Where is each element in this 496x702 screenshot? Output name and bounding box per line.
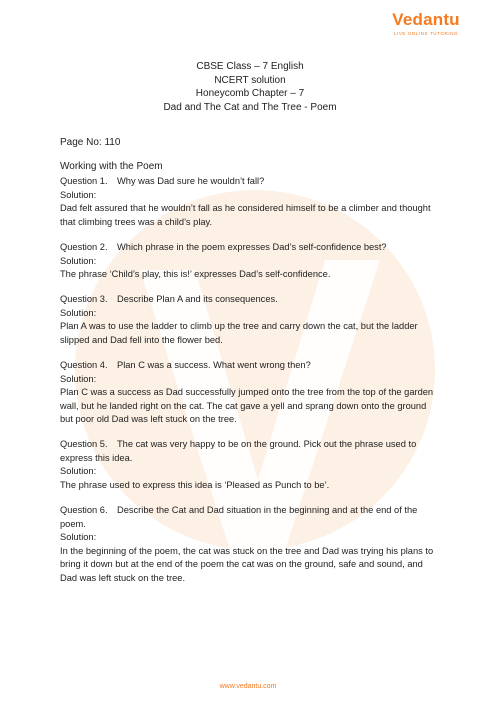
header-class: CBSE Class – 7 English xyxy=(196,61,304,72)
header-chapter: Honeycomb Chapter – 7 xyxy=(195,88,305,99)
solution-label: Solution: xyxy=(60,532,97,542)
qa-block xyxy=(60,359,440,427)
qa-block xyxy=(60,438,440,492)
question-text: Plan C was a success. What went wrong then? xyxy=(117,360,311,370)
question-line xyxy=(60,175,440,189)
document-header xyxy=(60,60,440,114)
answer-text: The phrase used to express this idea is ‘Pleased as Punch to be’. xyxy=(60,479,330,490)
page-number: Page No: 110 xyxy=(60,137,121,148)
question-number: Question 3. xyxy=(60,294,108,304)
qa-block xyxy=(60,293,440,347)
section-title: Working with the Poem xyxy=(60,161,163,172)
question-text: Describe Plan A and its consequences. xyxy=(117,294,278,304)
question-text: The cat was very happy to be on the ground. Pick out the phrase used to express this idea. xyxy=(60,439,417,463)
qa-block xyxy=(60,175,440,229)
question-number: Question 6. xyxy=(60,505,108,515)
question-line xyxy=(60,359,440,373)
logo-tagline: LIVE ONLINE TUTORING xyxy=(393,31,459,36)
logo-wordmark: Vedantu xyxy=(392,10,460,29)
question-line xyxy=(60,504,440,531)
question-number: Question 2. xyxy=(60,242,108,252)
answer-text: Dad felt assured that he wouldn’t fall as he considered himself to be a climber and thought that climbing trees was a child’s play. xyxy=(60,203,431,227)
question-number: Question 5. xyxy=(60,439,108,449)
question-text: Describe the Cat and Dad situation in the beginning and at the end of the poem. xyxy=(60,505,418,529)
vedantu-logo xyxy=(386,10,466,44)
question-line xyxy=(60,241,440,255)
solution-label: Solution: xyxy=(60,307,97,318)
answer-text: Plan A was to use the ladder to climb up the tree and carry down the cat, but the ladder slipped and Dad fell into the flower bed. xyxy=(60,321,418,345)
question-text: Which phrase in the poem expresses Dad’s self-confidence best? xyxy=(117,242,387,252)
question-text: Why was Dad sure he wouldn’t fall? xyxy=(117,176,265,186)
solution-label: Solution: xyxy=(60,466,97,476)
question-line xyxy=(60,438,440,465)
solution-label: Solution: xyxy=(60,255,97,266)
solution-label: Solution: xyxy=(60,189,97,200)
question-number: Question 4. xyxy=(60,360,108,370)
header-title: Dad and The Cat and The Tree - Poem xyxy=(163,101,337,113)
qa-block xyxy=(60,241,440,282)
answer-text: In the beginning of the poem, the cat was stuck on the tree and Dad was trying his plans to bring it down but at the end of the poem the cat was on the ground, safe and sound, and Dad was left stuck on the tree. xyxy=(60,545,434,583)
question-number: Question 1. xyxy=(60,176,108,186)
question-line xyxy=(60,293,440,307)
answer-text: Plan C was a success as Dad successfully jumped onto the tree from the top of the garden wall, but he landed right on the cat. The cat gave a yell and sprang down onto the ground but poor old Dad was left stuck on the tree. xyxy=(60,387,434,424)
qa-block xyxy=(60,504,440,585)
footer-website-link[interactable]: www.vedantu.com xyxy=(219,683,277,690)
answer-text: The phrase ‘Child’s play, this is!’ expresses Dad’s self-confidence. xyxy=(60,269,331,279)
solution-label: Solution: xyxy=(60,373,97,384)
header-subject: NCERT solution xyxy=(214,74,286,86)
